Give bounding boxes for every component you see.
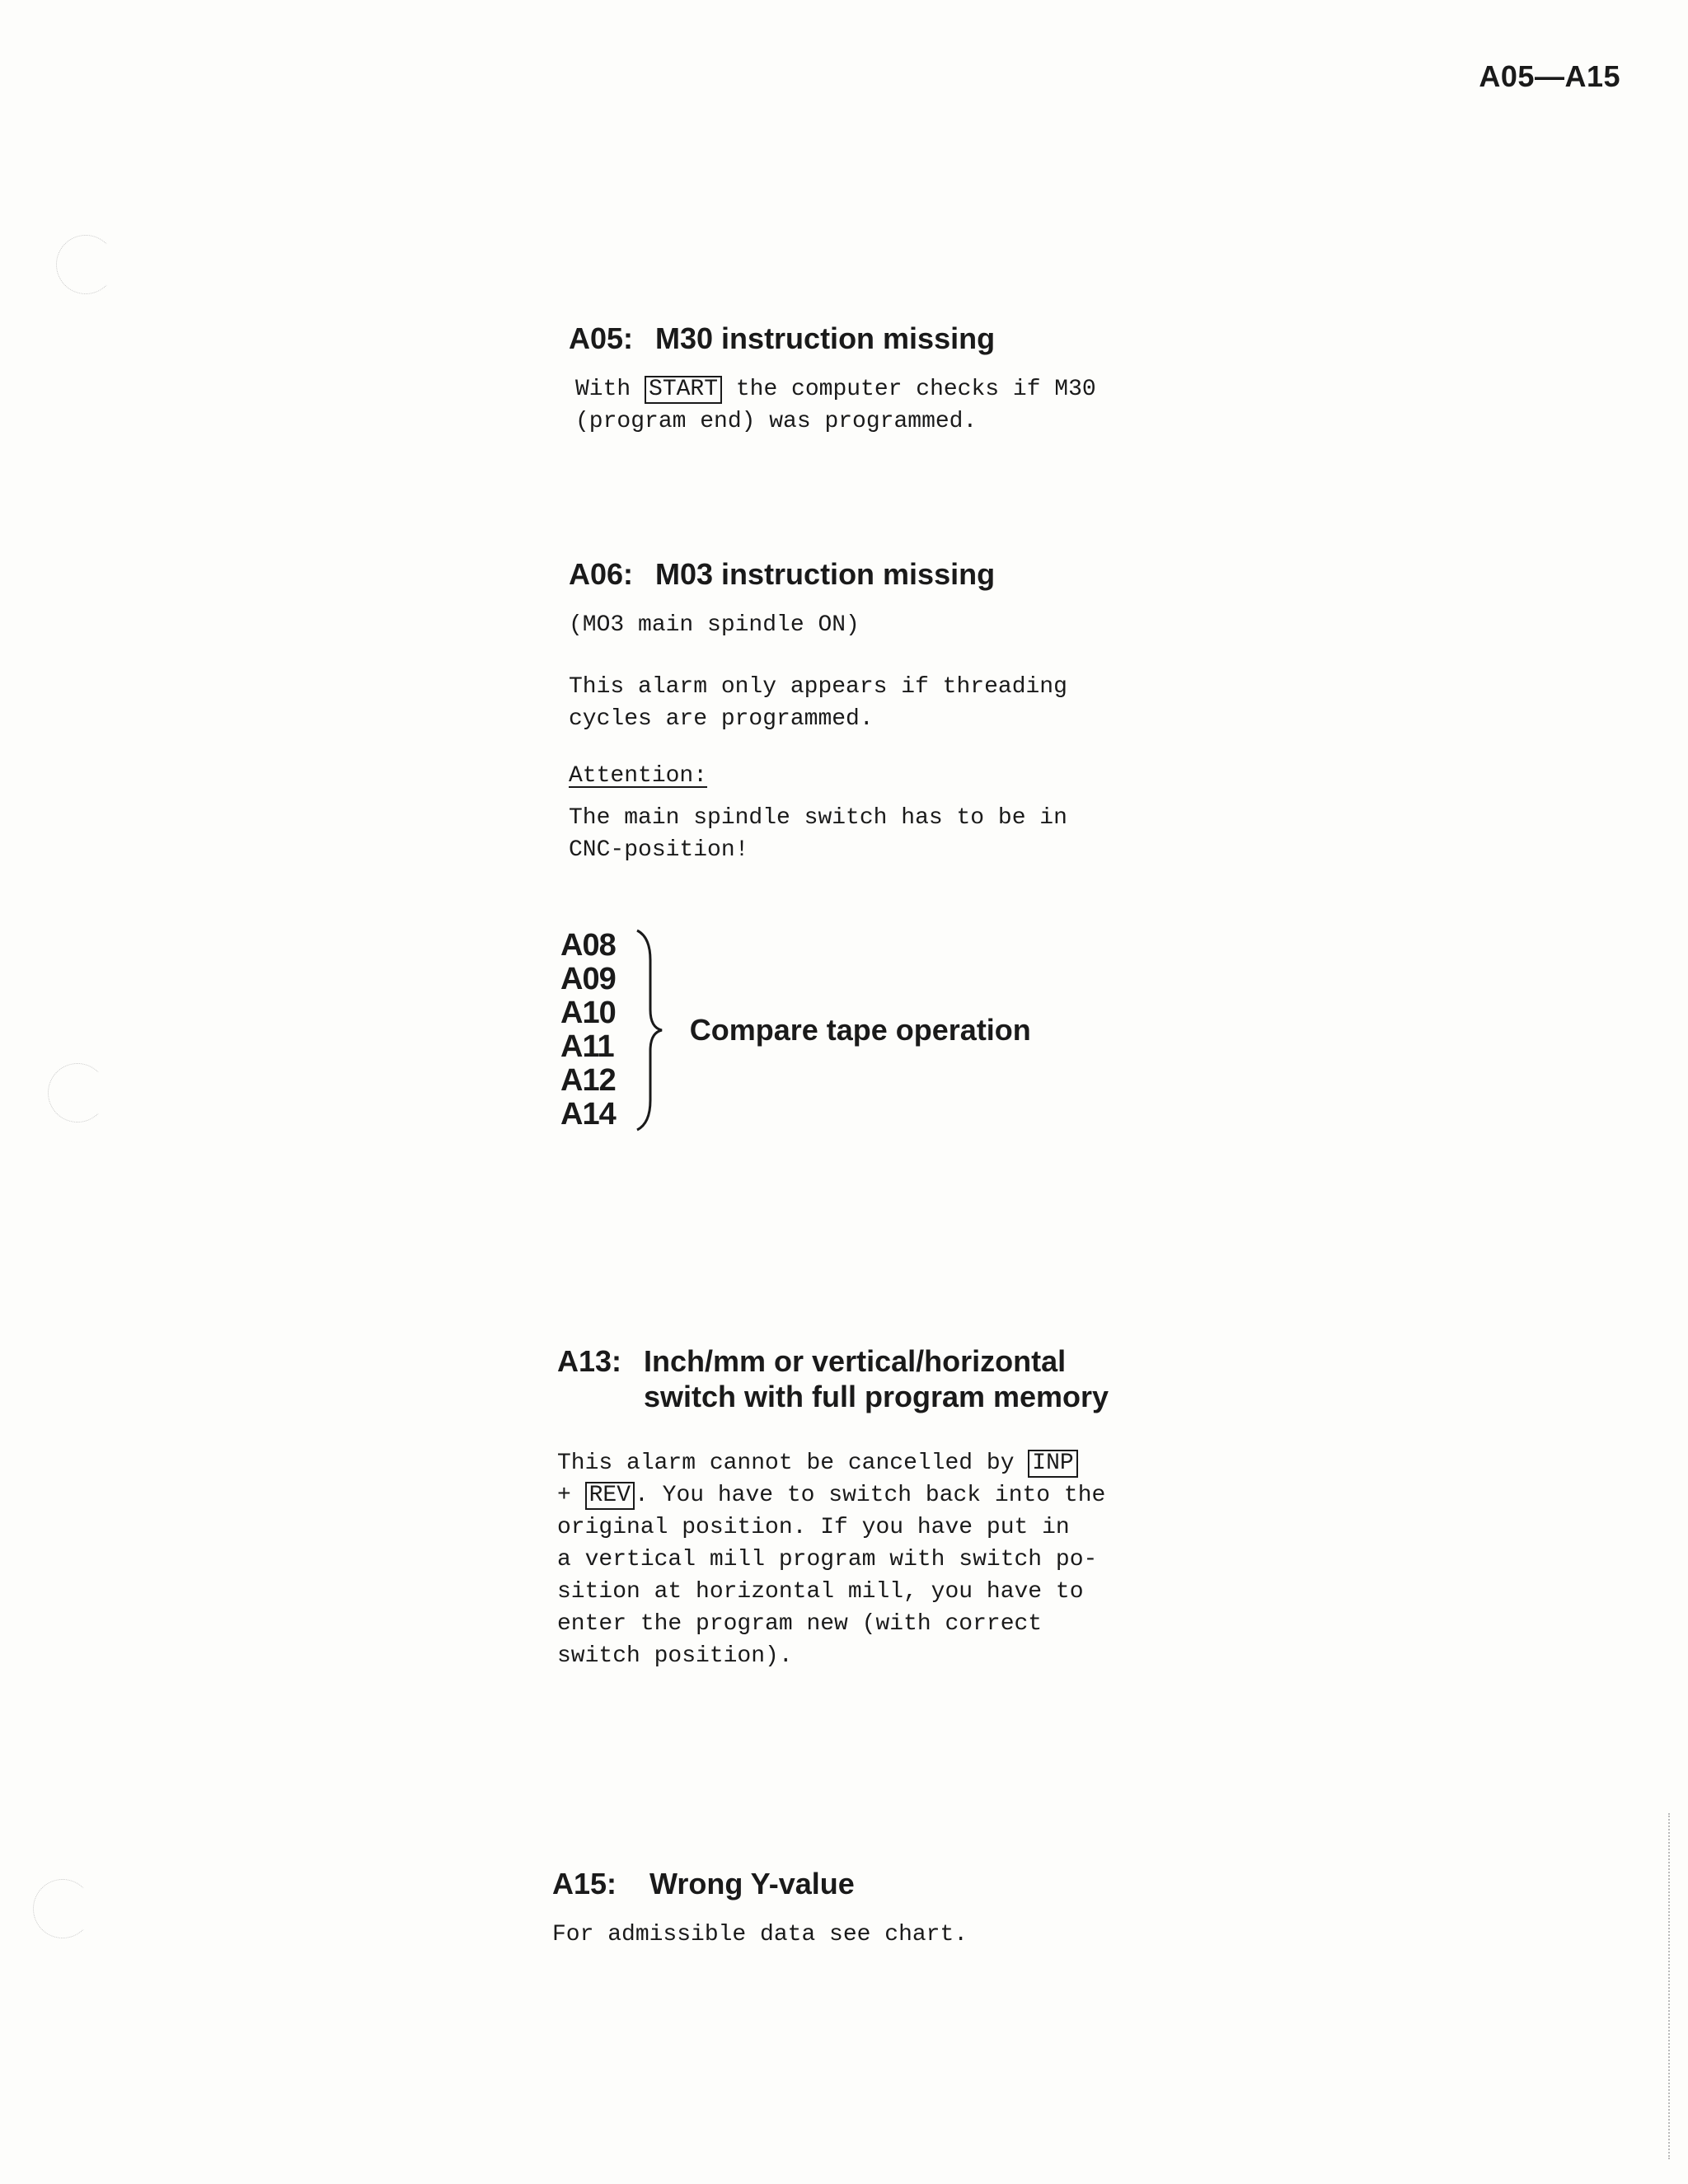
code-a11: A11 bbox=[560, 1029, 614, 1064]
a13-text-part2: + bbox=[557, 1483, 571, 1509]
section-a05 bbox=[569, 321, 1228, 457]
a06-text: This alarm only appears if threading cycles are programmed. bbox=[569, 674, 1067, 733]
punch-hole-middle bbox=[48, 1063, 107, 1122]
start-key: START bbox=[645, 376, 722, 404]
a06-note: (MO3 main spindle ON) bbox=[569, 612, 860, 639]
punch-hole-bottom bbox=[33, 1879, 92, 1938]
punch-hole-top bbox=[56, 235, 115, 294]
a15-heading bbox=[552, 1867, 1212, 1900]
inp-key: INP bbox=[1028, 1450, 1077, 1478]
section-a13 bbox=[557, 1343, 1217, 1692]
code-a09: A09 bbox=[560, 962, 616, 996]
a05-text bbox=[575, 373, 1228, 438]
code-a14: A14 bbox=[560, 1097, 616, 1132]
a15-title: Wrong Y-value bbox=[649, 1867, 855, 1900]
code-a10: A10 bbox=[560, 996, 616, 1030]
compare-tape-label: Compare tape operation bbox=[689, 1013, 1031, 1047]
a13-title-line1: Inch/mm or vertical/horizontal bbox=[644, 1344, 1067, 1378]
a05-text-before: With bbox=[575, 377, 645, 403]
a06-heading bbox=[569, 557, 1228, 591]
a13-text-part3: . You have to switch back into the original position. If you have put in a vertical mill program with switch po- sition at horizontal mill, you have to enter the program new (with correct switch position). bbox=[557, 1483, 1106, 1670]
compare-tape-group bbox=[560, 927, 1031, 1133]
a06-attention-label: Attention: bbox=[569, 763, 708, 790]
a05-text-after: the computer checks if M30 (program end) was programmed. bbox=[575, 377, 1096, 435]
code-a08: A08 bbox=[560, 928, 616, 963]
binding-edge-mark bbox=[1668, 1813, 1672, 2159]
a06-attention-text: The main spindle switch has to be in CNC-position! bbox=[569, 805, 1067, 864]
a15-code: A15: bbox=[552, 1867, 617, 1900]
a13-title-line2: switch with full program memory bbox=[644, 1380, 1109, 1414]
section-a15 bbox=[552, 1867, 1212, 1971]
code-a12: A12 bbox=[560, 1063, 616, 1098]
compare-code-list bbox=[560, 929, 616, 1132]
a13-text-part1: This alarm cannot be cancelled by bbox=[557, 1451, 1029, 1477]
a05-title: M30 instruction missing bbox=[655, 321, 996, 355]
a13-code: A13: bbox=[557, 1344, 622, 1378]
a05-heading bbox=[569, 321, 1228, 355]
a06-code: A06: bbox=[569, 557, 634, 591]
a13-heading bbox=[557, 1343, 1217, 1414]
right-brace-icon bbox=[634, 927, 667, 1133]
page-range-header: A05—A15 bbox=[1479, 59, 1620, 93]
section-a06 bbox=[569, 557, 1228, 886]
a15-text: For admissible data see chart. bbox=[552, 1922, 968, 1948]
a13-text bbox=[557, 1447, 1217, 1672]
a06-title: M03 instruction missing bbox=[655, 557, 996, 591]
a05-code: A05: bbox=[569, 321, 634, 355]
rev-key: REV bbox=[585, 1482, 635, 1510]
